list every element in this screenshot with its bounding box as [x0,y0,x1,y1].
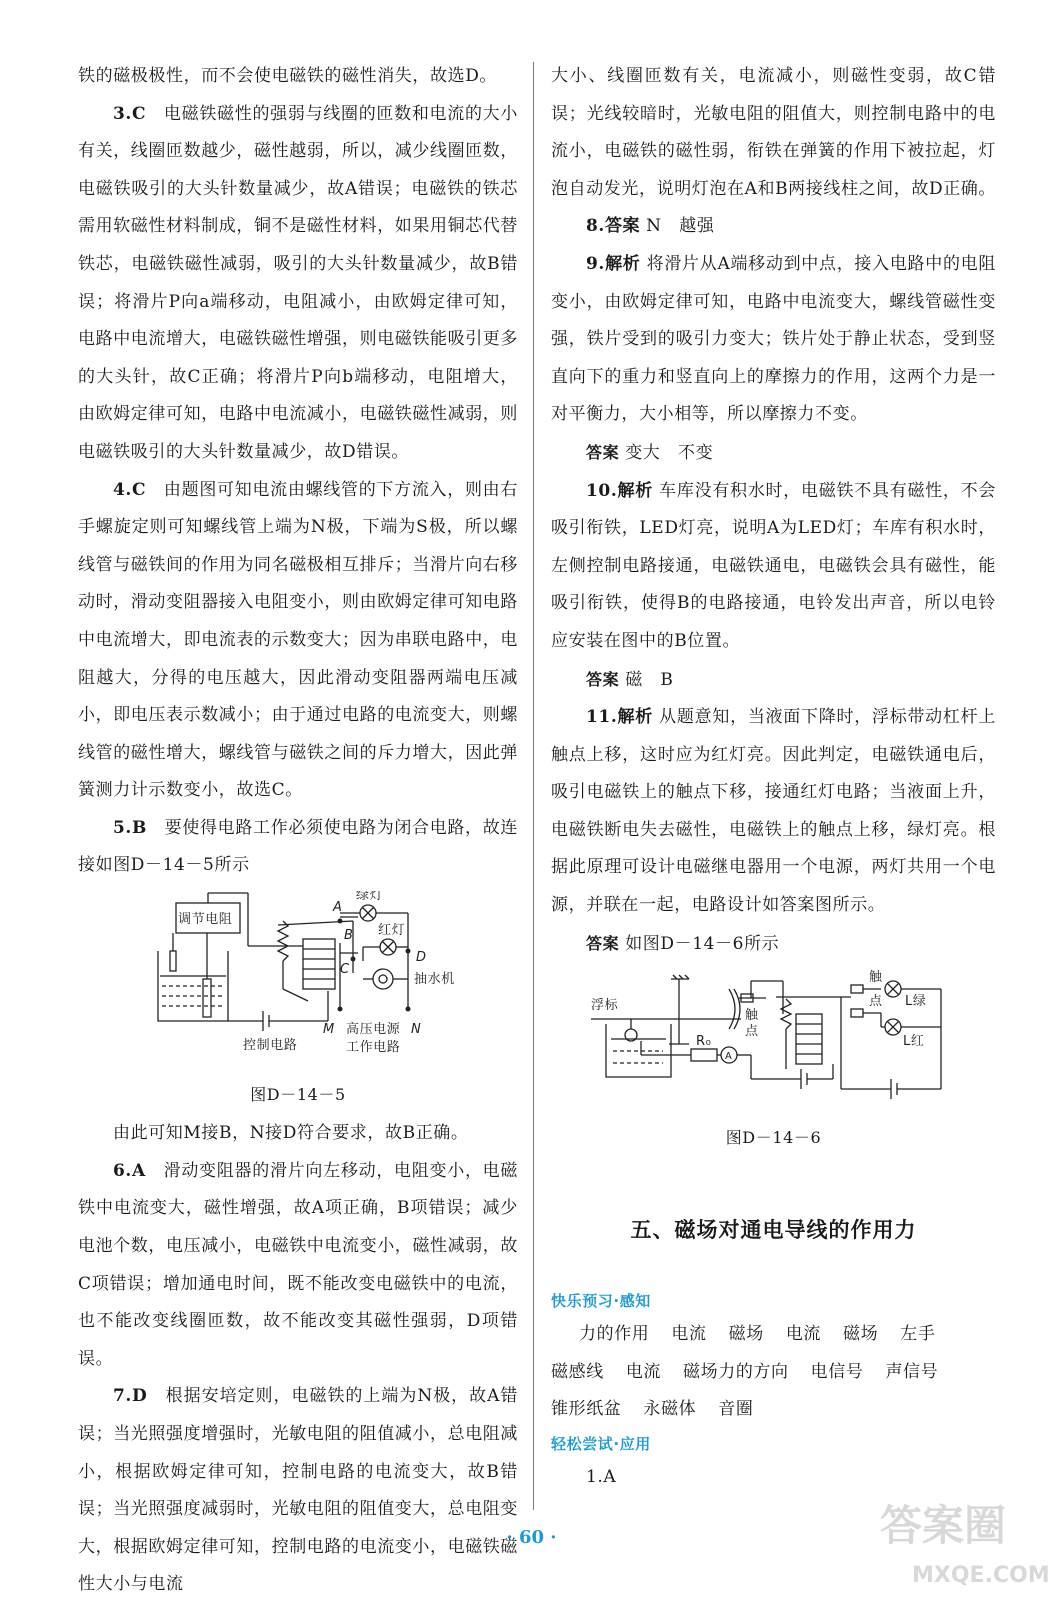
label-contact-a2: 点 [745,1024,759,1040]
q7-text: 根据安培定则，电磁铁的上端为N极，故A错误；当光照强度增强时，光敏电阻的阻值减小，总电阻减小，根据欧姆定律可知，控制电路的电流变大，故B错误；当光照强度减弱时，光敏电阻的阻值变大，总电阻变大，根据欧姆定律可知，控制电路的电流变小，电磁铁磁性大小与电流 [78,1386,518,1595]
q7-continued: 大小、线圈匝数有关，电流减小，则磁性变弱，故C错误；光线较暗时，光敏电阻的阻值大，则控制电路中的电流小，电磁铁的磁性弱，衔铁在弹簧的作用下被拉起，灯泡自动发光，说明灯泡在A和B两接线柱之间，故D正确。 [551,66,996,199]
q7-paragraph [78,1378,518,1604]
preview-word: 磁感线 [551,1361,604,1382]
intro-paragraph: 铁的磁极极性，而不会使电磁铁的磁性消失，故选D。 [78,66,498,86]
probe-right [203,979,211,1017]
label-float: 浮标 [591,998,619,1014]
label-contact-b1: 触 [869,970,883,986]
q5-number: 5.B [113,817,147,838]
label-l-green: L绿 [905,994,927,1010]
label-A: A [333,900,343,916]
q10-text: 车库没有积水时，电磁铁不具有磁性，不会吸引衔铁，LED灯亮，说明A为LED灯；车库有积水时，左侧控制电路接通，电磁铁通电，电磁铁会具有磁性，能吸引衔铁，使得B的电路接通，电铃发出声音，所以电铃应安装在图中的B位置。 [551,480,996,651]
figure-caption-5: 图D－14－5 [250,1084,346,1104]
preview-word: 声信号 [885,1361,939,1382]
q6-text: 滑动变阻器的滑片向左移动，电阻变小，电磁铁中电流变大，磁性增强，故A项正确，B项错误；减少电池个数，电压减小，电磁铁中电流变小，磁性减弱，故C项错误；增加通电时间，既不能改变电磁铁中的电流，也不能改变线圈匝数，故不能改变其磁性强弱，D项错误。 [78,1160,518,1369]
q5-conclusion: 由此可知M接B，N接D符合要求，故B正确。 [113,1123,469,1144]
q6-number: 6.A [113,1160,146,1181]
q4-text: 由题图可知电流由螺线管的下方流入，则由右手螺旋定则可知螺线管上端为N极，下端为S极，所以螺线管与磁铁间的作用为同名磁极相互排斥；当滑片向右移动时，滑动变阻器接入电阻变小，则由欧姆定律可知电路中电流增大，即电流表的示数变大；因为串联电路中，电阻越大，分得的电压越大，因此滑动变阻器两端电压减小，即电压表示数减小；由于通过电路的电流变大，则螺线管的磁性增大，螺线管与磁铁之间的斥力增大，因此弹簧测力计示数变小，故选C。 [78,479,518,801]
column-divider [533,62,534,1510]
q11-number: 11. [586,707,618,728]
q4-paragraph [78,472,518,810]
label-C: C [340,962,350,978]
q5-paragraph [78,810,518,885]
figure-caption-6: 图D－14－6 [725,1127,822,1147]
preview-word: 电流 [785,1324,822,1345]
preview-word: 锥形纸盆 [551,1399,622,1420]
label-ammeter: A [725,1051,733,1063]
left-column [78,58,518,1604]
relay-coil [796,1014,822,1064]
label-contact-a1: 触 [745,1008,759,1024]
try-answer-1: 1.A [586,1466,617,1487]
circuit-diagram-2 [551,969,996,1104]
watermark-url: MXQE.COM [912,1563,1050,1588]
q6-paragraph [78,1153,518,1379]
q9-text: 将滑片从A端移动到中点，接入电路中的电阻变小，由欧姆定律可知，电路中电流变大，螺线管磁性变强，铁片受到的吸引力变大；铁片处于静止状态，受到竖直向下的重力和竖直向上的摩擦力的作用，这两个力是一对平衡力，大小相等，所以摩擦力不变。 [551,253,997,425]
pump-motor [373,969,393,989]
q8-number: 8. [586,216,605,237]
q5-text: 要使得电路工作必须使电路为闭合电路，故连接如图D－14－5所示 [78,817,518,876]
label-l-red: L红 [903,1034,925,1050]
q11-answer-line [586,925,996,964]
q9-paragraph [551,246,996,434]
label-pump: 抽水机 [414,972,455,988]
q11-answer-label: 答案 [586,933,620,953]
circuit-diagram-1 [78,891,518,1061]
q11-analysis-label: 解析 [617,707,653,728]
label-N: N [411,1022,422,1038]
label-D: D [416,950,427,966]
probe-left [170,951,176,971]
label-green-lamp: 绿灯 [356,891,384,904]
label-work-circuit: 工作电路 [346,1040,401,1056]
preview-word: 电流 [625,1361,662,1382]
q9-answer-line [586,434,996,473]
figure-d-14-5 [78,891,518,1113]
preview-word: 电信号 [810,1361,864,1382]
q10-answer-label: 答案 [586,669,620,689]
electromagnet-coil [303,939,335,989]
right-column [551,58,996,1496]
label-contact-b2: 点 [869,994,883,1010]
preview-word: 音圈 [718,1399,754,1420]
label-control-circuit: 控制电路 [243,1038,298,1054]
watermark-logo [872,1488,1050,1592]
q3-number: 3.C [113,103,147,124]
q7-number: 7.D [113,1386,148,1407]
preview-word: 力的作用 [579,1324,650,1345]
spring [278,921,288,961]
q4-number: 4.C [113,479,147,500]
q9-analysis-label: 解析 [604,253,641,274]
q3-text: 电磁铁磁性的强弱与线圈的匝数和电流的大小有关，线圈匝数越少，磁性越弱，所以，减少线圈匝数，电磁铁吸引的大头针数量减少，故A错误；电磁铁的铁芯需用软磁性材料制成，铜不是磁性材料，如果用铜芯代替铁芯，电磁铁磁性减弱，吸引的大头针数量减少，故B错误；将滑片P向a端移动，电阻减小，由欧姆定律可知，电路中电流增大，电磁铁磁性增强，则电磁铁能吸引更多的大头针，故C正确；将滑片P向b端移动，电阻增大，由欧姆定律可知，电路中电流减小，电磁铁磁性减弱，则电磁铁吸引的大头针数量减少，故D错误。 [78,103,518,462]
resistor-r0 [691,1049,717,1061]
preview-words-row-1 [579,1316,996,1354]
try-title: 轻松尝试·应用 [551,1434,651,1453]
label-B: B [344,928,354,944]
label-red-lamp: 红灯 [378,923,406,939]
q8-answer: N 越强 [646,216,715,237]
preview-word: 磁场 [843,1324,879,1345]
preview-words-row-3 [551,1391,996,1429]
q10-number: 10. [586,480,618,501]
q9-number: 9. [586,253,605,274]
contact-plate [729,989,735,1029]
q3-paragraph [78,96,518,472]
q10-analysis-label: 解析 [617,480,653,501]
q9-answer: 变大 不变 [625,442,714,463]
q9-answer-label: 答案 [586,442,620,462]
preview-word: 磁场 [728,1324,764,1345]
label-M: M [323,1022,335,1038]
q10-answer-line [586,661,996,700]
preview-words-row-2 [551,1354,996,1392]
q10-answer: 磁 B [625,669,674,690]
q11-answer: 如图D－14－6所示 [625,933,780,954]
q10-paragraph [551,473,996,661]
q11-paragraph [551,699,996,925]
q8-paragraph [551,208,996,246]
preview-word: 磁场力的方向 [683,1361,789,1382]
preview-word: 永磁体 [643,1399,697,1420]
figure-d-14-6 [551,969,996,1156]
label-hv-source: 高压电源 [346,1022,401,1038]
section-title: 五、磁场对通电导线的作用力 [630,1218,917,1243]
preview-word: 电流 [671,1324,707,1345]
preview-title: 快乐预习·感知 [551,1292,651,1311]
label-r0: R₀ [696,1034,712,1050]
label-resistor: 调节电阻 [178,912,233,928]
q11-text: 从题意知，当液面下降时，浮标带动杠杆上触点上移，这时应为红灯亮。因此判定，电磁铁通电后，吸引电磁铁上的触点下移，接通红灯电路；当液面上升，电磁铁断电失去磁性，电磁铁上的触点上移，绿灯亮。根据此原理可设计电磁继电器用一个电源，两灯共用一个电源，并联在一起，电路设计如答案图所示。 [551,707,996,916]
preview-word: 左手 [900,1324,936,1345]
page-number: · 60 · [506,1527,557,1548]
watermark-text: 答案圈 [880,1501,1007,1550]
q8-answer-label: 答案 [604,216,641,237]
